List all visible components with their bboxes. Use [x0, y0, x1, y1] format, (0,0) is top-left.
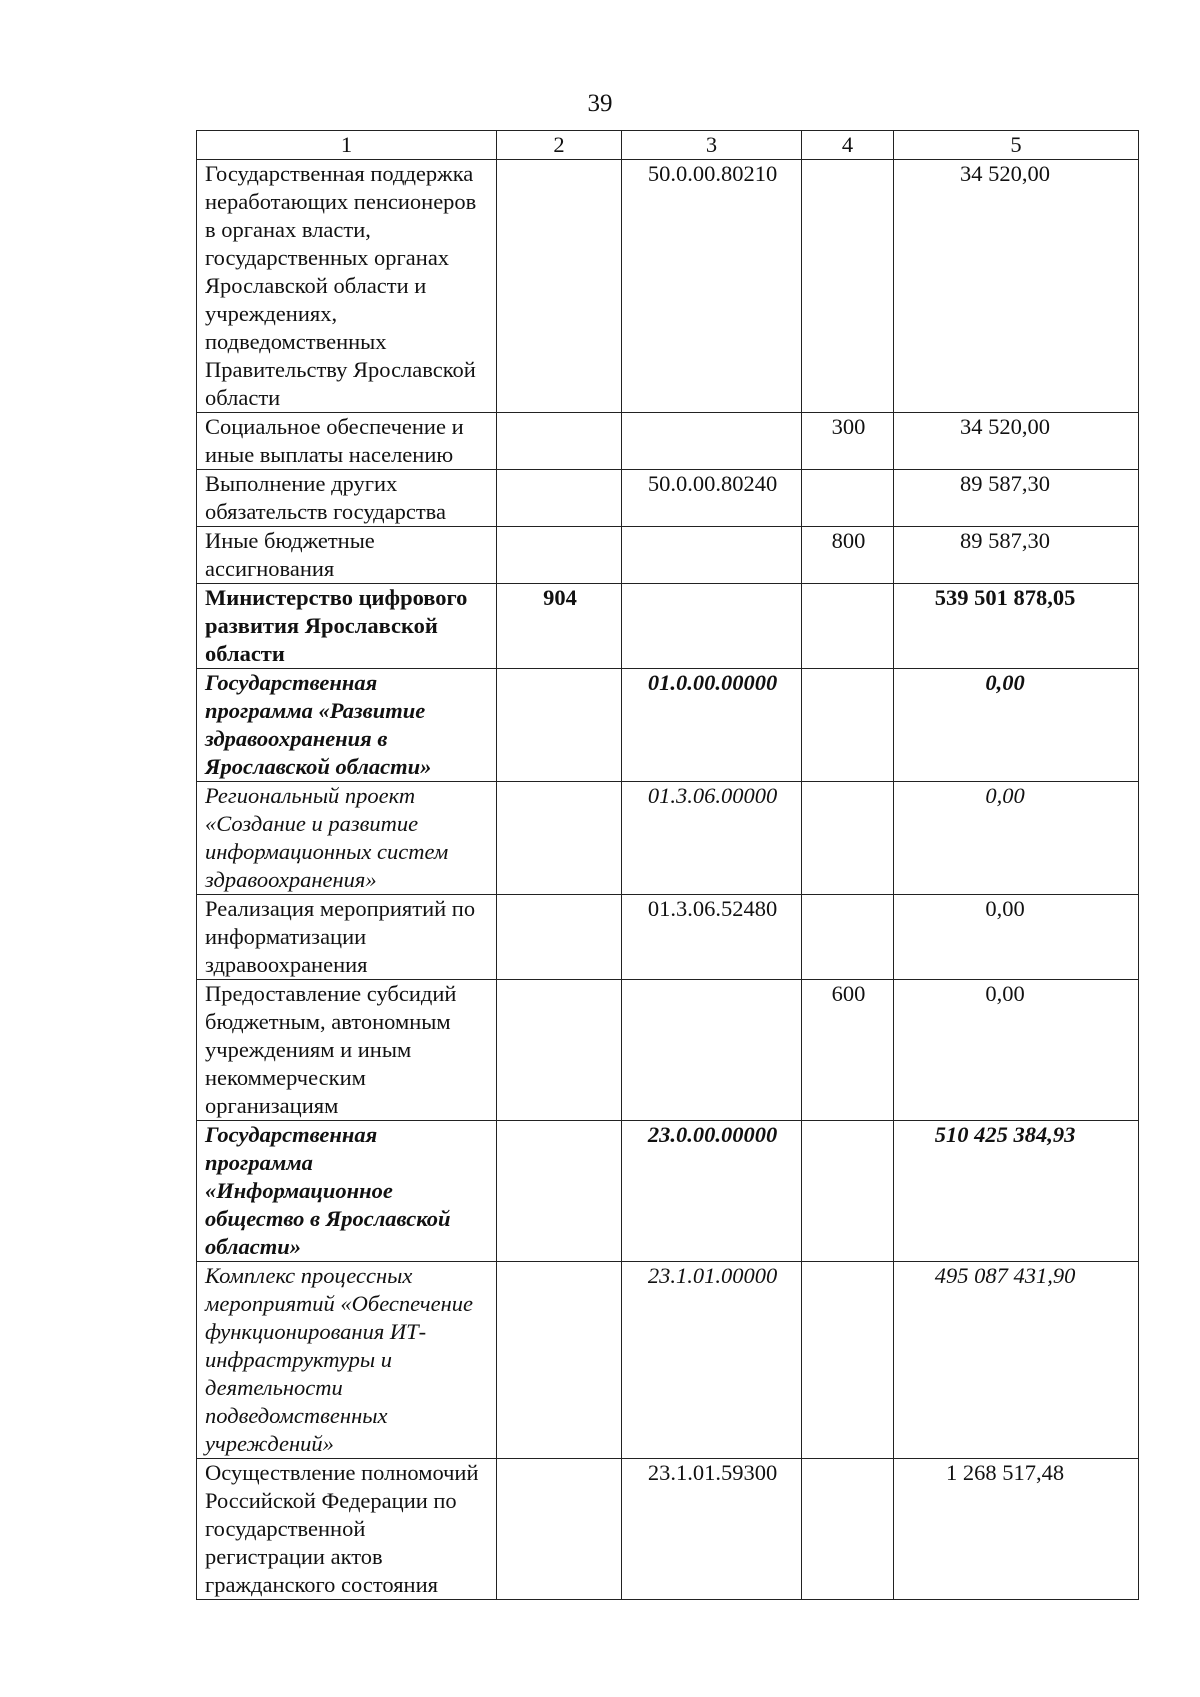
row-amount-cell: 495 087 431,90	[894, 1262, 1139, 1459]
table-row	[197, 527, 1139, 584]
row-expense-type-cell	[802, 1262, 894, 1459]
row-amount-cell: 0,00	[894, 782, 1139, 895]
row-expense-type-cell	[802, 895, 894, 980]
column-number-row	[197, 131, 1139, 160]
row-expense-type-cell	[802, 782, 894, 895]
row-name-cell: Государственная программа «Информационное общество в Ярославской области»	[197, 1121, 497, 1262]
row-target-article-cell: 50.0.00.80210	[622, 160, 802, 413]
row-target-article-cell: 23.1.01.00000	[622, 1262, 802, 1459]
row-name-cell: Выполнение других обязательств государства	[197, 470, 497, 527]
table-body	[197, 131, 1139, 1600]
row-amount-cell: 510 425 384,93	[894, 1121, 1139, 1262]
table-row	[197, 470, 1139, 527]
table-row	[197, 584, 1139, 669]
row-amount-cell: 0,00	[894, 669, 1139, 782]
row-name-cell: Региональный проект «Создание и развитие информационных систем здравоохранения»	[197, 782, 497, 895]
budget-table	[196, 130, 1139, 1600]
table-row	[197, 782, 1139, 895]
row-expense-type-cell	[802, 1121, 894, 1262]
row-expense-type-cell	[802, 160, 894, 413]
row-department-code-cell	[497, 782, 622, 895]
row-department-code-cell	[497, 980, 622, 1121]
row-amount-cell: 89 587,30	[894, 470, 1139, 527]
row-name-cell: Государственная программа «Развитие здравоохранения в Ярославской области»	[197, 669, 497, 782]
row-expense-type-cell: 600	[802, 980, 894, 1121]
row-name-cell: Иные бюджетные ассигнования	[197, 527, 497, 584]
table-row	[197, 669, 1139, 782]
table-row	[197, 1459, 1139, 1600]
row-name-cell: Государственная поддержка неработающих пенсионеров в органах власти, государственных органах Ярославской области и учреждениях, подведомственных Правительству Ярославской области	[197, 160, 497, 413]
row-amount-cell: 0,00	[894, 895, 1139, 980]
row-target-article-cell: 23.0.00.00000	[622, 1121, 802, 1262]
row-target-article-cell: 01.3.06.52480	[622, 895, 802, 980]
row-target-article-cell: 23.1.01.59300	[622, 1459, 802, 1600]
row-department-code-cell	[497, 413, 622, 470]
row-amount-cell: 539 501 878,05	[894, 584, 1139, 669]
row-target-article-cell: 01.0.00.00000	[622, 669, 802, 782]
row-target-article-cell	[622, 584, 802, 669]
row-expense-type-cell	[802, 1459, 894, 1600]
column-header-4: 4	[802, 131, 894, 160]
row-department-code-cell	[497, 470, 622, 527]
row-department-code-cell	[497, 1121, 622, 1262]
column-header-3: 3	[622, 131, 802, 160]
row-target-article-cell	[622, 413, 802, 470]
row-expense-type-cell	[802, 584, 894, 669]
row-department-code-cell	[497, 160, 622, 413]
row-name-cell: Социальное обеспечение и иные выплаты населению	[197, 413, 497, 470]
table-row	[197, 895, 1139, 980]
row-amount-cell: 34 520,00	[894, 413, 1139, 470]
row-name-cell: Предоставление субсидий бюджетным, автономным учреждениям и иным некоммерческим организациям	[197, 980, 497, 1121]
column-header-2: 2	[497, 131, 622, 160]
row-department-code-cell	[497, 895, 622, 980]
row-amount-cell: 0,00	[894, 980, 1139, 1121]
row-expense-type-cell: 300	[802, 413, 894, 470]
row-department-code-cell	[497, 669, 622, 782]
row-name-cell: Комплекс процессных мероприятий «Обеспечение функционирования ИТ-инфраструктуры и деятельности подведомственных учреждений»	[197, 1262, 497, 1459]
row-department-code-cell	[497, 527, 622, 584]
column-header-1: 1	[197, 131, 497, 160]
table-row	[197, 1121, 1139, 1262]
row-amount-cell: 89 587,30	[894, 527, 1139, 584]
row-expense-type-cell	[802, 669, 894, 782]
row-department-code-cell: 904	[497, 584, 622, 669]
row-name-cell: Реализация мероприятий по информатизации здравоохранения	[197, 895, 497, 980]
table-row	[197, 413, 1139, 470]
page-number: 39	[587, 90, 613, 117]
table-row	[197, 980, 1139, 1121]
row-expense-type-cell	[802, 470, 894, 527]
table-row	[197, 1262, 1139, 1459]
row-expense-type-cell: 800	[802, 527, 894, 584]
column-header-5: 5	[894, 131, 1139, 160]
row-name-cell: Министерство цифрового развития Ярославской области	[197, 584, 497, 669]
row-amount-cell: 1 268 517,48	[894, 1459, 1139, 1600]
row-target-article-cell: 50.0.00.80240	[622, 470, 802, 527]
row-amount-cell: 34 520,00	[894, 160, 1139, 413]
row-target-article-cell	[622, 980, 802, 1121]
table-row	[197, 160, 1139, 413]
row-target-article-cell	[622, 527, 802, 584]
row-target-article-cell: 01.3.06.00000	[622, 782, 802, 895]
row-department-code-cell	[497, 1459, 622, 1600]
row-name-cell: Осуществление полномочий Российской Федерации по государственной регистрации актов гражданского состояния	[197, 1459, 497, 1600]
row-department-code-cell	[497, 1262, 622, 1459]
